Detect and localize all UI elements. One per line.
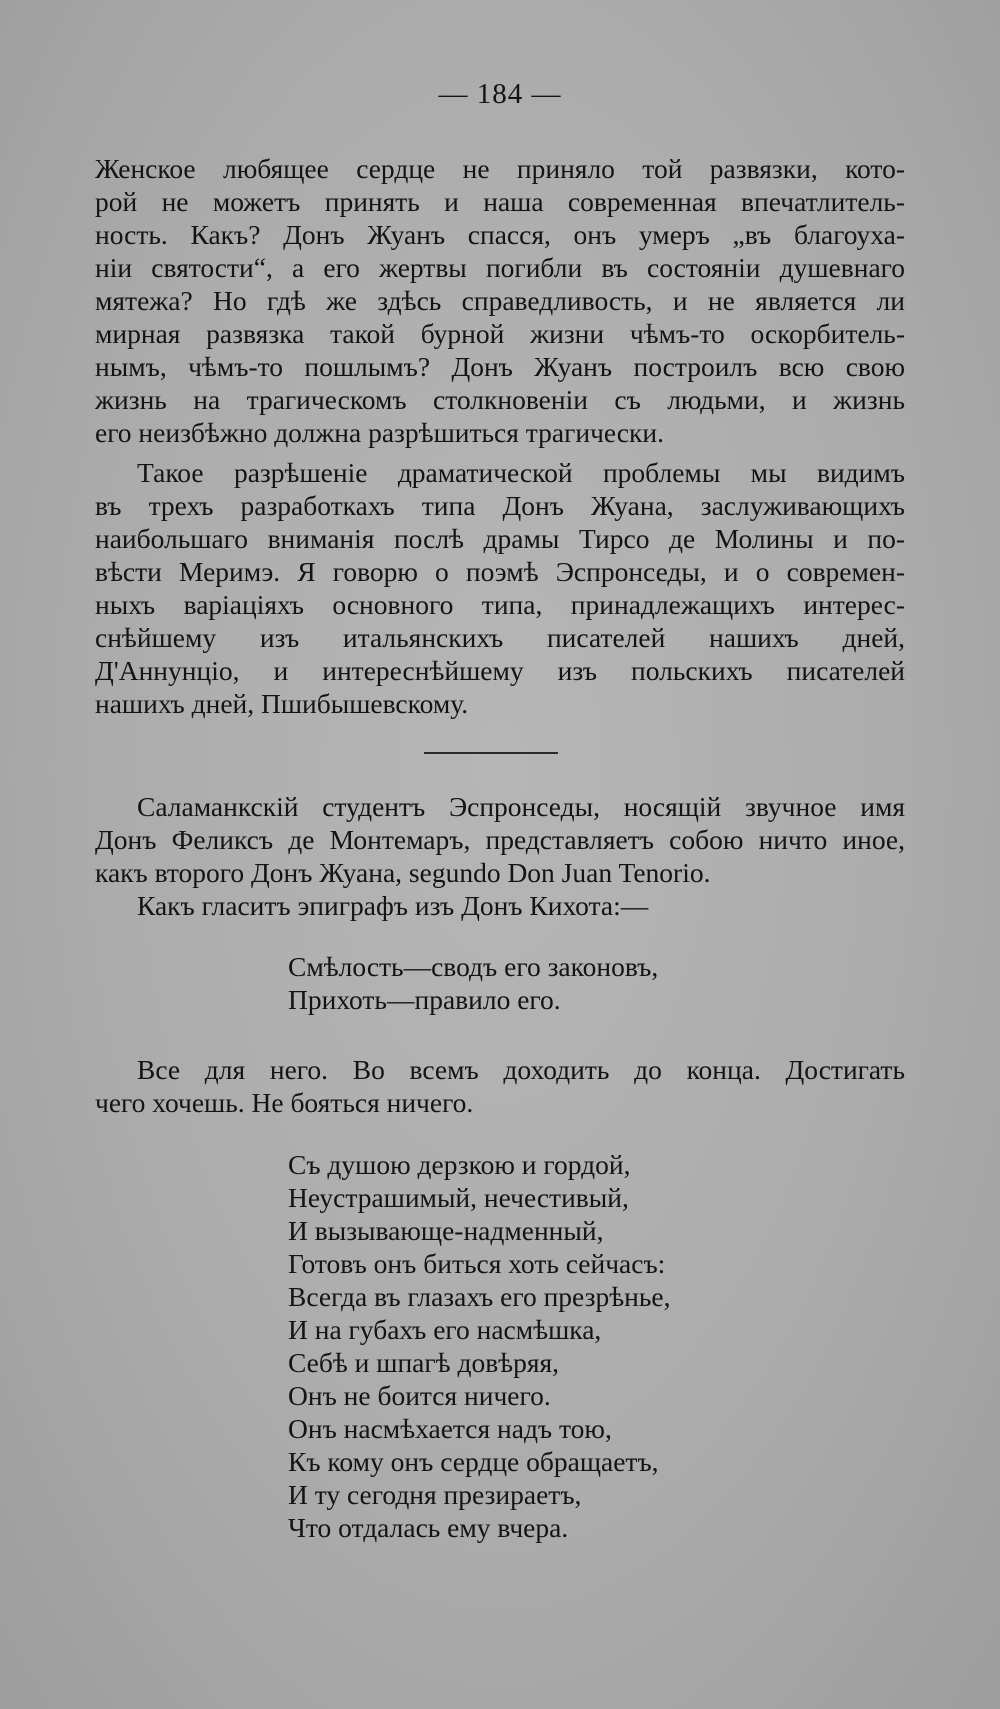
- verse-line: Онъ не боится ничего.: [288, 1380, 551, 1411]
- section-divider: [424, 752, 558, 754]
- verse-line: Смѣлость—сводъ его законовъ,: [288, 951, 659, 982]
- text-line: Донъ Феликсъ де Монтемаръ, представляетъ собою ничто иное,: [95, 824, 905, 855]
- verse-line: Прихоть—правило его.: [288, 984, 561, 1015]
- verse-line: Себѣ и шпагѣ довѣряя,: [288, 1347, 560, 1378]
- text-line: Все для него. Во всемъ доходить до конца. Достигать: [137, 1054, 905, 1085]
- verse-line: И ту сегодня презираетъ,: [288, 1479, 582, 1510]
- text-line: нiи святости“, а его жертвы погибли въ состоянiи душевнаго: [95, 252, 905, 283]
- text-line: чего хочешь. Не бояться ничего.: [95, 1087, 474, 1118]
- text-line: мятежа? Но гдѣ же здѣсь справедливость, и не является ли: [95, 285, 905, 316]
- paragraph-salamanca-student: [95, 790, 905, 922]
- paragraph-heart-resolution: [95, 152, 905, 449]
- poem-verse: [288, 1148, 670, 1544]
- page-number: — 184 —: [438, 78, 562, 110]
- text-line: его неизбѣжно должна разрѣшиться трагически.: [95, 417, 664, 448]
- text-line: въ трехъ разработкахъ типа Донъ Жуана, заслуживающихъ: [95, 490, 905, 521]
- epigraph-verse: [288, 950, 658, 1016]
- text-line: снѣйшему изъ итальянскихъ писателей нашихъ дней,: [95, 622, 905, 653]
- paragraph-everything-for-him: [95, 1053, 905, 1119]
- paragraph-three-variations: [95, 456, 905, 720]
- text-line: ность. Какъ? Донъ Жуанъ спасся, онъ умеръ „въ благоуха-: [95, 219, 905, 250]
- text-line: рой не можетъ принять и наша современная впечатлитель-: [95, 186, 905, 217]
- verse-line: Готовъ онъ биться хоть сейчасъ:: [288, 1248, 666, 1279]
- text-line: мирная развязка такой бурной жизни чѣмъ-то оскорбитель-: [95, 318, 905, 349]
- text-line: какъ второго Донъ Жуана, segundo Don Juan Tenorio.: [95, 857, 711, 888]
- verse-line: Съ душою дерзкою и гордой,: [288, 1149, 631, 1180]
- text-line: ныхъ варiацiяхъ основного типа, принадлежащихъ интерес-: [95, 589, 905, 620]
- text-line: наибольшаго вниманiя послѣ драмы Тирсо де Молины и по-: [95, 523, 905, 554]
- verse-line: Онъ насмѣхается надъ тою,: [288, 1413, 612, 1444]
- text-line: Саламанкскiй студентъ Эспронседы, носящiй звучное имя: [137, 791, 905, 822]
- verse-line: И на губахъ его насмѣшка,: [288, 1314, 602, 1345]
- text-line: Такое разрѣшенiе драматической проблемы мы видимъ: [137, 457, 905, 488]
- verse-line: И вызывающе-надменный,: [288, 1215, 604, 1246]
- text-line: нымъ, чѣмъ-то пошлымъ? Донъ Жуанъ построилъ всю свою: [95, 351, 905, 382]
- verse-line: Всегда въ глазахъ его презрѣнье,: [288, 1281, 671, 1312]
- verse-line: Неустрашимый, нечестивый,: [288, 1182, 629, 1213]
- text-line: Какъ гласитъ эпиграфъ изъ Донъ Кихота:—: [137, 890, 649, 921]
- text-line: нашихъ дней, Пшибышевскому.: [95, 688, 469, 719]
- text-line: Женское любящее сердце не приняло той развязки, кото-: [95, 153, 905, 184]
- verse-line: Что отдалась ему вчера.: [288, 1512, 569, 1543]
- text-line: вѣсти Меримэ. Я говорю о поэмѣ Эспронседы, и о современ-: [95, 556, 905, 587]
- text-line: жизнь на трагическомъ столкновенiи съ людьми, и жизнь: [95, 384, 905, 415]
- text-line: Д'Аннунцiо, и интереснѣйшему изъ польскихъ писателей: [95, 655, 905, 686]
- verse-line: Къ кому онъ сердце обращаетъ,: [288, 1446, 659, 1477]
